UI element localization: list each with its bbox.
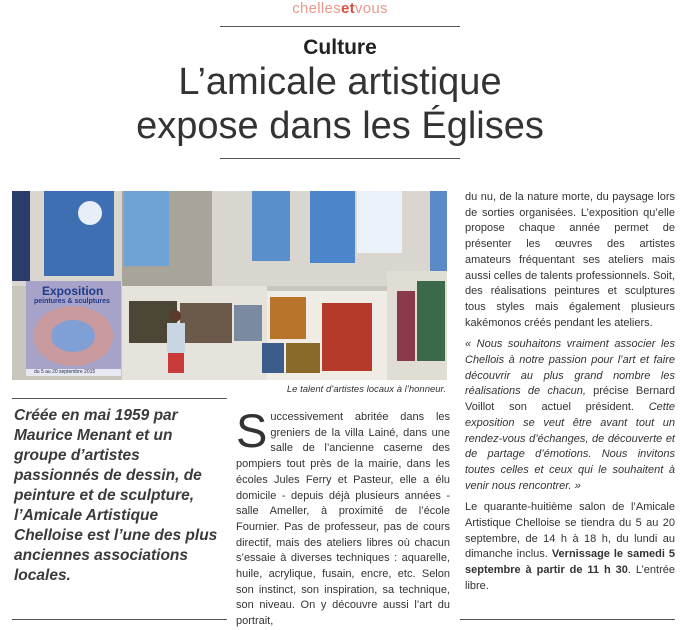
article-lead: Créée en mai 1959 par Maurice Menant et un groupe d’artistes passionnés de dessin, de peinture et de sculpture, l’Amicale Artistique Chelloise est l’une des plus anciennes associations locales. <box>14 407 218 584</box>
exhibition-photo <box>12 191 447 380</box>
paragraph: du nu, de la nature morte, du paysage lors de sorties organisées. L’exposition qu’elle propose chaque année permet de présenter les œuvres des artistes amateurs fréquentant ses ateliers mais aussi celles de talents professionnels. Soit, des réalisations peintures et sculptures tous styles mais également plusieurs kakémonos créés pendant les ateliers. <box>465 191 675 329</box>
lead-rule-top <box>12 398 227 399</box>
lead-rule-bottom <box>12 619 227 620</box>
article-body-column-2 <box>236 404 450 630</box>
headline-rule <box>220 158 460 159</box>
poster-dates: du 5 au 20 septembre 2015 <box>34 369 96 375</box>
poster-title: Exposition <box>42 284 104 298</box>
poster-subtitle: peintures & sculptures <box>34 298 110 305</box>
drop-cap: S <box>236 404 268 457</box>
magazine-masthead: chellesetvous <box>292 0 388 17</box>
article-headline: L’amicale artistique expose dans les Églises <box>136 61 544 147</box>
president-quote: « Nous souhaitons vraiment associer les Chellois à notre passion pour l’art et faire découvrir au plus grand nombre les réalisations de chacun, précise Bernard Voillot son actuel président. Cette exposition se veut être avant tout un rendez-vous d’échanges, de découverte et de partage d’émotions. Nous invitons toutes celles et ceux qui le souhaitent à venir nous rencontrer. » <box>465 338 675 492</box>
article-body-column-3 <box>465 190 675 601</box>
photo-caption: Le talent d’artistes locaux à l’honneur. <box>286 384 446 395</box>
footer-rule <box>460 619 675 620</box>
masthead-rule <box>220 26 460 27</box>
body-text: uccessivement abritée dans les greniers de la villa Lainé, dans une salle de l’ancienne caserne des pompiers tout près de la mairie, dans les écoles Jules Ferry et Pasteur, elle a élu domicile - depuis déjà plusieurs années - salle Ameller, à proximité de l’école Fournier. Pas de professeur, pas de cours directif, mais des ateliers libres où chacun s’essaie à diverses techniques : aquarelle, huile, acrylique, fusain, encre, etc. Selon son instinct, son inspiration, sa technique, son niveau. On y découvre aussi l’art du portrait, <box>236 411 450 628</box>
vernissage-info: Vernissage le samedi 5 septembre à partir de 11 h 30 <box>465 548 675 577</box>
salon-info: Le quarante-huitième salon de l’Amicale Artistique Chelloise se tiendra du 5 au 20 septembre, de 14 h à 18 h, du lundi au dimanche inclus. Vernissage le samedi 5 septembre à partir de 11 h 30. L’entrée libre. <box>465 501 675 592</box>
section-title: Culture <box>303 36 377 59</box>
